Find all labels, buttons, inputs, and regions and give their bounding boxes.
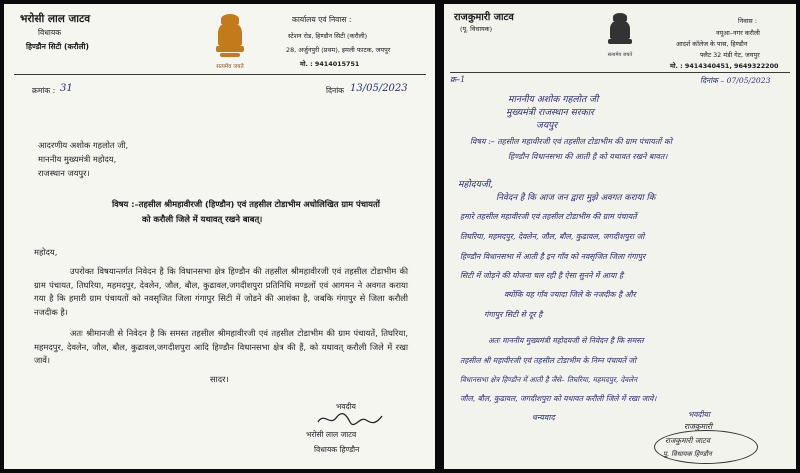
emblem-caption: सत्यमेव जयते — [607, 52, 633, 58]
subject-line-2: को करौली जिले में यथावत् रखने बाबत्। — [142, 214, 263, 224]
handwritten-signature — [316, 410, 386, 428]
body-line: तिघरिया, महमदपुर, देवलेन, जौल, बौल, कुढावल, जगदीशपुरा जो — [460, 232, 645, 241]
subject-line-2: हिण्डौन विधानसभा की आती है को यथावत रखने बावत। — [508, 152, 668, 161]
body-line: क्योंकि यह गाँव ज्यादा जिले के नजदीक है और — [504, 290, 636, 299]
body-line: निवेदन है कि आज जन द्वारा मुझे अवगत कराया कि — [496, 193, 656, 203]
office-heading: निवास : — [738, 17, 757, 25]
sign-name: भरोसी लाल जाटव — [306, 430, 357, 439]
body-line: गंगापुर सिटी से दूर है — [484, 310, 543, 319]
sign-label: भवदीया — [688, 410, 710, 419]
date-value: दिनांक – 07/05/2023 — [700, 76, 771, 85]
sender-title: विधायक — [38, 28, 62, 37]
body-line: विधानसभा क्षेत्र हिण्डौन में आती है जैसे– तिघरिया, महमदपुर, देवलेन — [460, 375, 638, 384]
official-seal-stamp — [654, 430, 758, 464]
body-line: हमारे तहसील महावीरजी एवं तहसील टोडाभीम की ग्राम पंचायतें — [460, 212, 637, 221]
body-paragraph-2: अतः श्रीमानजी से निवेदन है कि समस्त तहसील श्रीमहावीरजी एवं तहसील टोडाभीम की ग्राम पंचायतें, तिघरिया, महमदपुर, देवलेन, जौल, बौल, कुढावल,जगदीशपुरा आदि हिण्डौन विधानसभा क्षेत्र की हैं, को यथावत् करौली जिले में रखा जावें। — [34, 328, 408, 366]
date-value: 13/05/2023 — [350, 83, 408, 94]
closing: धन्यवाद — [532, 413, 555, 422]
stamp-title: पू. विधायक हिण्डौन — [663, 450, 712, 458]
ref-number: 31 — [60, 83, 73, 94]
greeting: महोदयजी, — [458, 179, 494, 190]
office-address-3: फ्लैट 32 मंडी गेट, जयपुर — [700, 51, 760, 59]
header-divider — [14, 74, 426, 75]
header-divider — [450, 72, 790, 73]
sender-name: भरोसी लाल जाटव — [20, 13, 91, 25]
salutation-name: आदरणीय अशोक गहलोत जी, — [38, 140, 129, 150]
sender-name: राजकुमारी जाटव — [454, 12, 514, 23]
letter-mla-bharosi-lal — [4, 4, 435, 469]
sign-label: भवदीय — [336, 402, 356, 411]
salutation-place: राजस्थान जयपुर। — [38, 168, 90, 178]
office-address-1: नयूआ–नगर करौली — [716, 29, 760, 37]
body-line: हिण्डौन विधानसभा में आती है इन गाँव को नवसृजित जिला गंगापुर — [460, 252, 646, 261]
ref-number: क्र–1 — [450, 75, 466, 84]
office-heading: कार्यालय एवं निवास : — [292, 15, 352, 24]
ref-label: क्रमांक : — [32, 86, 56, 95]
office-address-1: स्टेशन रोड, हिण्डौन सिटी (करौली) — [288, 32, 368, 40]
addressee-name: माननीय अशोक गहलोत जी — [508, 94, 599, 105]
body-paragraph-1: उपरोक्त विषयान्तर्गत निवेदन है कि विधानसभा क्षेत्र हिण्डौन की तहसील श्रीमहावीरजी एवं तहसील टोडाभीम की ग्राम पंचायत, तिघरिया, महमदपुर, देवलेन, जौल, बौल, कुढावल,जगदीशपुरा प्रतिनिधि मण्डलों एवं आगमन ने अवगत कराया गया है कि हमारी ग्राम पंचायतों को नवसृजित जिला गंगापुर सिटी में जोडने की आशंका है, जबकि गंगापुर से जिला करौली नजदीक है। — [34, 266, 408, 317]
body-line: सिटी में जोड़ने की योजना चल रही है ऐसा सुनने में आया है — [460, 271, 624, 280]
addressee-title: मुख्यमंत्री राजस्थान सरकार — [506, 107, 594, 118]
emblem-caption: सत्यमेव जयते — [216, 64, 244, 70]
sender-title: (पू. विधायक) — [460, 25, 493, 33]
body-line: जौल, बौल, कुढावल, जगदीशपुरा को यथावत करौली जिले में रखा जावे। — [460, 394, 657, 403]
greeting: महोदय, — [34, 247, 58, 257]
handwritten-signature: राजकुमारी — [684, 422, 713, 431]
body-line: अतः माननीय मुख्यमंत्री महोदयजी से निवेदन है कि समस्त — [488, 336, 644, 345]
sign-title: विधायक हिण्डौन — [314, 445, 360, 454]
salutation-title: माननीय मुख्यमंत्री महोदय, — [38, 154, 117, 164]
letter-former-mla-rajkumari — [444, 4, 796, 469]
mobile-number: मो. : 9414340451, 9649322200 — [670, 62, 779, 70]
office-address-2: आदर्श कॉलेज के पास, हिण्डौन — [676, 40, 748, 48]
subject-line-1: विषय :–तहसील श्रीमहावीरजी (हिण्डौन) एवं तहसील टोडाभीम अधोलिखित ग्राम पंचायतों — [112, 199, 380, 209]
ashoka-emblem-icon — [604, 12, 636, 64]
sender-constituency: हिण्डौन सिटी (करौली) — [26, 42, 89, 51]
stamp-name: राजकुमारी जाटव — [665, 436, 710, 445]
date-label: दिनांक — [326, 86, 345, 95]
subject-line-1: विषय :– तहसील महावीरजी एवं तहसील टोडाभीम की ग्राम पंचायतों को — [470, 137, 673, 146]
mobile-number: मो. : 9414015751 — [300, 60, 360, 68]
addressee-place: जयपुर — [536, 120, 558, 131]
closing: सादर। — [210, 374, 229, 384]
ashoka-emblem-icon — [210, 12, 250, 74]
body-line: तहसील श्री महावीरजी एवं तहसील टोडाभीम के निम्न पंचायतें जो — [460, 356, 637, 365]
office-address-2: 28, अर्जुनपुरी (प्रथम), इमली फाटक, जयपुर — [286, 46, 391, 54]
